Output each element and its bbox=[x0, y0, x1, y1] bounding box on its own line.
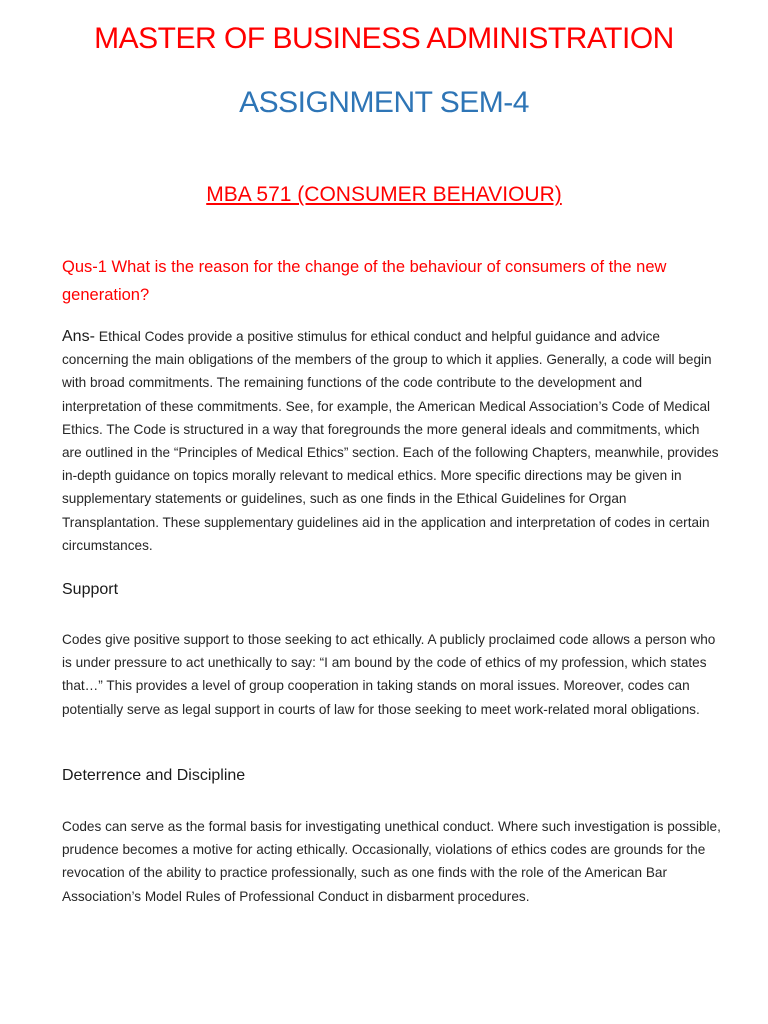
course-heading bbox=[0, 183, 768, 207]
question-text: Qus-1 What is the reason for the change of the behaviour of consumers of the new generation? bbox=[62, 258, 667, 304]
answer-lead-word: Ethical bbox=[94, 328, 141, 344]
document-subtitle: ASSIGNMENT SEM-4 bbox=[239, 86, 529, 119]
section-heading-support: Support bbox=[62, 581, 119, 598]
section-heading-deterrence: Deterrence and Discipline bbox=[62, 767, 246, 784]
answer-text: Codes provide a positive stimulus for ethical conduct and helpful guidance and advice concerning the main obligations of the members of the group to which it applies. Generally, a code will begin with broad commitments. The remaining functions of the code contribute to the development and interpretation of these commitments. See, for example, the American Medical Association’s Code of Medical Ethics. The Code is structured in a way that foregrounds the more general ideals and commitments, which are outlined in the “Principles of Medical Ethics” section. Each of the following Chapters, meanwhile, provides in-depth guidance on topics morally relevant to medical ethics. More specific directions may be given in supplementary statements or guidelines, such as one finds in the Ethical Guidelines for Organ Transplantation. These supplementary guidelines aid in the application and interpretation of codes in certain circumstances. bbox=[62, 329, 719, 553]
document-title: MASTER OF BUSINESS ADMINISTRATION bbox=[94, 22, 674, 55]
section-paragraph-support: Codes give positive support to those seeking to act ethically. A publicly proclaimed code allows a person who is under pressure to act unethically to say: “I am bound by the code of ethics of my profession, which states that…” This provides a level of group cooperation in taking stands on moral issues. Moreover, codes can potentially serve as legal support in courts of law for those seeking to meet work-related moral obligations. bbox=[62, 632, 716, 717]
section-paragraph-deterrence: Codes can serve as the formal basis for investigating unethical conduct. Where such investigation is possible, prudence becomes a motive for acting ethically. Occasionally, violations of ethics codes are grounds for the revocation of the ability to practice professionally, such as one finds with the role of the American Bar Association’s Model Rules of Professional Conduct in disbarment procedures. bbox=[62, 819, 721, 904]
course-heading-text: MBA 571 (CONSUMER BEHAVIOUR) bbox=[206, 183, 562, 206]
answer-label: Ans- bbox=[62, 328, 95, 345]
answer-paragraph bbox=[62, 325, 722, 557]
